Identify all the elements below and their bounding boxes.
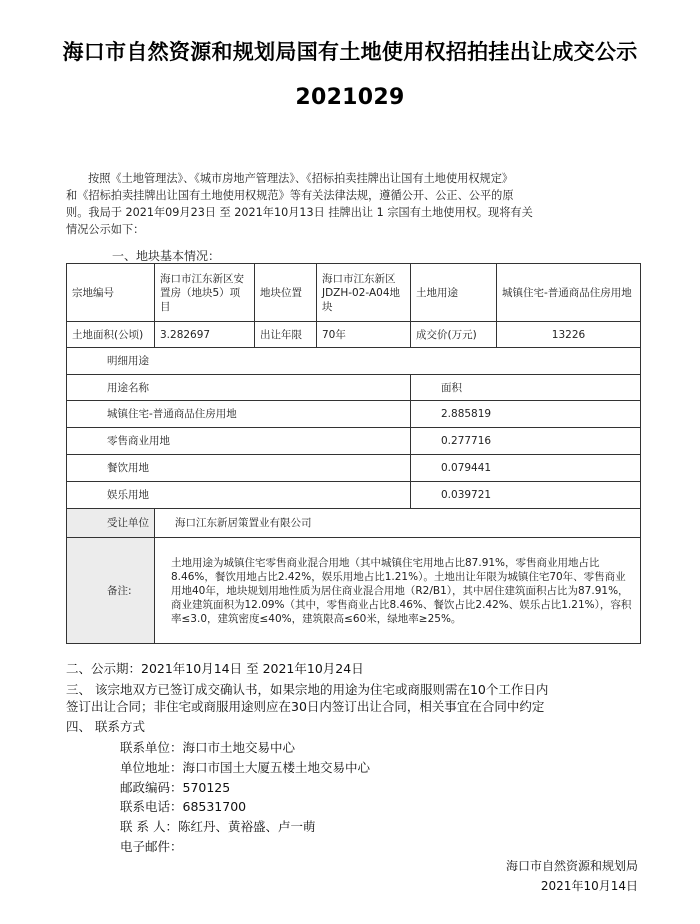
intro-line-1: 按照《土地管理法》、《城市房地产管理法》、《招标拍卖挂牌出让国有土地使用权规定》 <box>88 172 514 185</box>
table-row <box>67 455 641 482</box>
section-contract-line-1: 三、 该宗地双方已签订成交确认书，如果宗地的用途为住宅或商服则需在10个工作日内 <box>66 682 549 697</box>
intro-line-4: 情况公示如下： <box>66 223 145 236</box>
area-label: 土地面积(公顷) <box>67 322 155 348</box>
parcel-no-value: 海口市江东新区安置房（地块5）项目 <box>155 264 255 322</box>
detail-use-name: 娱乐用地 <box>67 482 411 509</box>
parcel-no-label: 宗地编号 <box>67 264 155 322</box>
intro-paragraph <box>66 170 636 238</box>
contact-person: 联 系 人：陈红丹、黄裕盛、卢一萌 <box>120 819 316 834</box>
section-contact-heading: 四、 联系方式 <box>66 719 145 734</box>
grantee-value: 海口江东新居策置业有限公司 <box>155 509 641 538</box>
land-use-value: 城镇住宅-普通商品住房用地 <box>497 264 641 322</box>
intro-line-2: 和《招标拍卖挂牌出让国有土地使用权规范》等有关法律法规，遵循公开、公正、公平的原 <box>66 189 514 202</box>
detail-use-header: 明细用途 <box>67 348 641 375</box>
signature-organization: 海口市自然资源和规划局 <box>505 859 638 873</box>
section-heading-basic-info: 一、地块基本情况： <box>112 249 221 263</box>
table-row <box>67 264 641 322</box>
column-area: 面积 <box>411 375 641 401</box>
location-value: 海口市江东新区JDZH-02-A04地块 <box>317 264 411 322</box>
term-label: 出让年限 <box>255 322 317 348</box>
contact-postcode: 邮政编码：570125 <box>120 780 231 795</box>
price-label: 成交价(万元) <box>411 322 497 348</box>
detail-use-area: 2.885819 <box>411 401 641 428</box>
grantee-label: 受让单位 <box>67 509 155 538</box>
area-value: 3.282697 <box>155 322 255 348</box>
contact-unit: 联系单位：海口市土地交易中心 <box>120 740 296 755</box>
table-row <box>67 322 641 348</box>
location-label: 地块位置 <box>255 264 317 322</box>
detail-use-area: 0.079441 <box>411 455 641 482</box>
table-row <box>67 509 641 538</box>
table-row <box>67 538 641 644</box>
detail-use-area: 0.039721 <box>411 482 641 509</box>
column-use-name: 用途名称 <box>67 375 411 401</box>
remark-text: 土地用途为城镇住宅零售商业混合用地（其中城镇住宅用地占比87.91%，零售商业用地占比8.46%，餐饮用地占比2.42%，娱乐用地占比1.21%）。土地出让年限为城镇住宅70年、零售商业用地40年，地块规划用地性质为居住商业混合用地（R2/B1），其中居住建筑面积占比为87.91%，商业建筑面积为12.09%（其中，零售商业占比8.46%、餐饮占比2.42%、娱乐占比1.21%），容积率≤3.0，建筑密度≤40%，建筑限高≤60米，绿地率≥25%。 <box>155 538 641 644</box>
price-value: 13226 <box>497 322 641 348</box>
detail-use-name: 餐饮用地 <box>67 455 411 482</box>
table-row <box>67 482 641 509</box>
term-value: 70年 <box>317 322 411 348</box>
table-row <box>67 401 641 428</box>
table-row <box>67 375 641 401</box>
land-use-label: 土地用途 <box>411 264 497 322</box>
table-row <box>67 428 641 455</box>
contact-phone: 联系电话：68531700 <box>120 799 247 814</box>
section-publicity-period: 二、公示期：2021年10月14日 至 2021年10月24日 <box>66 661 364 676</box>
parcel-info-table <box>66 263 641 644</box>
detail-use-name: 城镇住宅-普通商品住房用地 <box>67 401 411 428</box>
intro-line-3: 则。我局于 2021年09月23日 至 2021年10月13日 挂牌出让 1 宗国有土地使用权。现将有关 <box>66 206 533 219</box>
detail-use-name: 零售商业用地 <box>67 428 411 455</box>
table-row <box>67 348 641 375</box>
signature-date: 2021年10月14日 <box>540 879 638 893</box>
section-contract-line-2: 签订出让合同；非住宅或商服用途则应在30日内签订出让合同，相关事宜在合同中约定 <box>66 699 545 714</box>
contact-email: 电子邮件： <box>120 839 183 854</box>
remark-label: 备注: <box>67 538 155 644</box>
contact-address: 单位地址：海口市国土大厦五楼土地交易中心 <box>120 760 371 775</box>
page-title: 海口市自然资源和规划局国有土地使用权招拍挂出让成交公示 <box>62 40 638 64</box>
notice-number: 2021029 <box>295 85 405 110</box>
detail-use-area: 0.277716 <box>411 428 641 455</box>
